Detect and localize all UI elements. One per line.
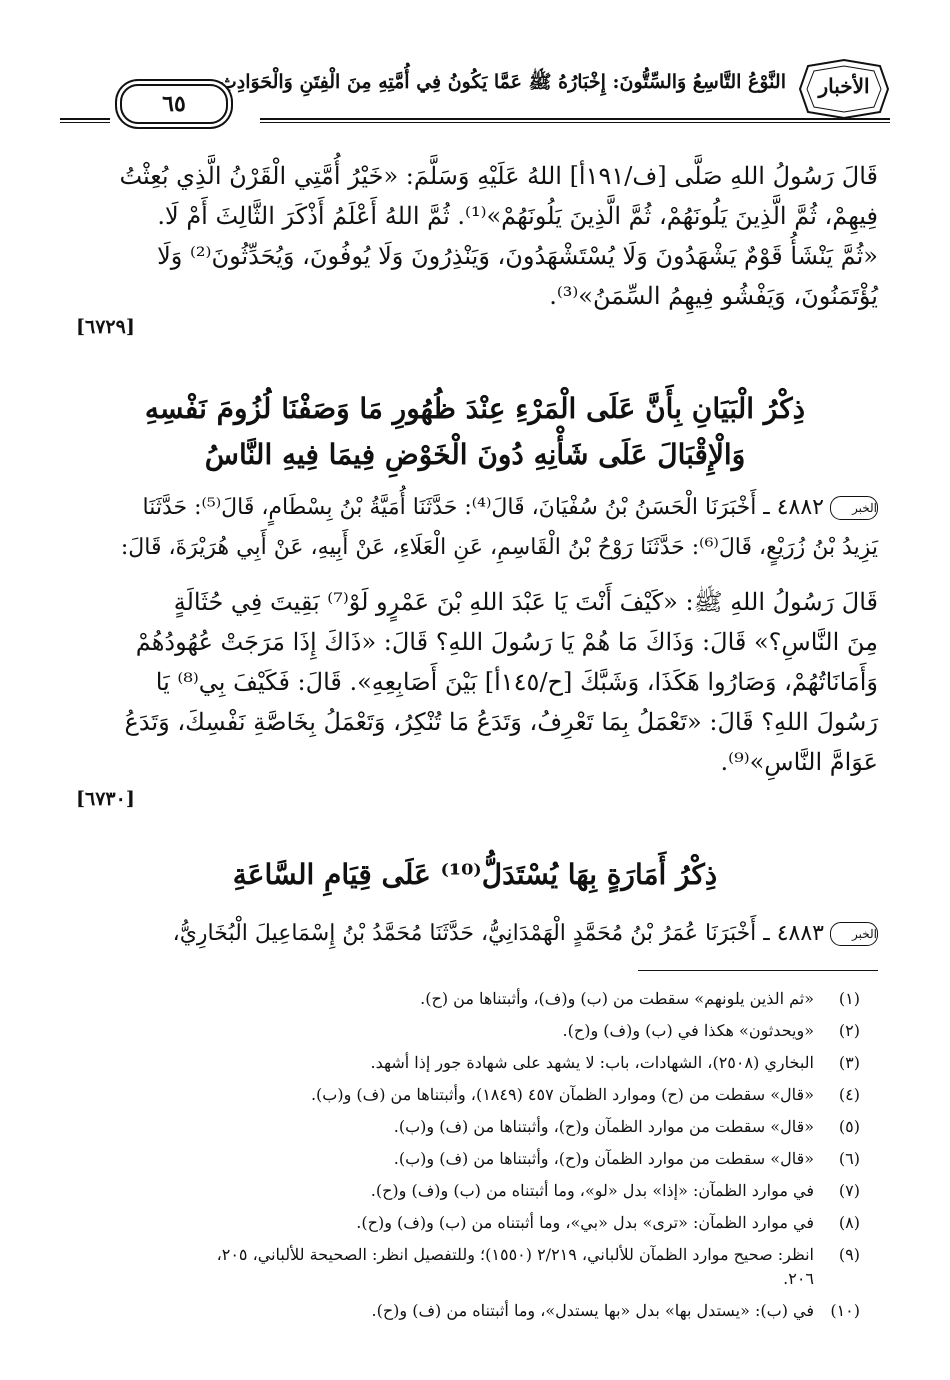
- text-line: «ثُمَّ يَنْشَأُ قَوْمٌ يَشْهَدُونَ وَلَا يُسْتَشْهَدُونَ، وَيَنْذِرُونَ وَلَا يُوفُونَ، وَيُحَدِّثُونَ⁽²⁾ وَلَا: [157, 242, 878, 270]
- text-line: قَالَ رَسُولُ اللهِ ﷺ: «كَيْفَ أَنْتَ يَا عَبْدَ اللهِ بْنَ عَمْرٍو لَوْ⁽⁷⁾ بَقِيتَ فِي حُثَالَةٍ: [173, 588, 878, 616]
- footnotes: [80, 988, 860, 1332]
- footnote-number: (٥): [838, 1117, 860, 1136]
- footnote-text: «ويحدثون» هكذا في (ب) و(ف) و(ح).: [562, 1021, 814, 1040]
- text-line: قَالَ رَسُولُ اللهِ صَلَّى [ف/١٩١أ] اللهُ عَلَيْهِ وَسَلَّمَ: «خَيْرُ أُمَّتِي الْقَرْنُ الَّذِي بُعِثْتُ: [119, 162, 878, 190]
- hadith-ref-number: [٦٧٢٩]: [76, 316, 135, 338]
- footnote-text: ٢٠٦.: [783, 1269, 814, 1288]
- footnote-number: (٤): [838, 1085, 860, 1104]
- heading-line: ذِكْرُ أَمَارَةٍ بِهَا يُسْتَدَلُّ⁽¹⁰⁾ عَلَى قِيَامِ السَّاعَةِ: [232, 858, 718, 891]
- footnote-text: «قال» سقطت من (ح) وموارد الظمآن ٤٥٧ (١٨٤٩)، وأثبتناها من (ف) و(ب).: [310, 1085, 814, 1104]
- hadith-ref-number: [٦٧٣٠]: [76, 788, 135, 810]
- footnote-text: «قال» سقطت من موارد الظمآن و(ح)، وأثبتناها من (ف) و(ب).: [393, 1117, 814, 1136]
- footnote-separator: [638, 970, 878, 971]
- chapter-ornament: [798, 58, 890, 120]
- footnote-number: (٣): [838, 1053, 860, 1072]
- chapter-ornament-word: الأخبار: [818, 74, 870, 98]
- footnote-text: في موارد الظمآن: «إذا» بدل «لو»، وما أثبتناه من (ب) و(ف) و(ح).: [370, 1181, 814, 1200]
- text-line: [72, 914, 878, 954]
- text-line: وَأَمَانَاتُهُمْ، وَصَارُوا هَكَذَا، وَشَبَّكَ [ح/١٤٥أ] بَيْنَ أَصَابِعِهِ». قَالَ: فَكَيْفَ بِي⁽⁸⁾ يَا: [155, 668, 878, 696]
- text-line: رَسُولَ اللهِ؟ قَالَ: «تَعْمَلُ بِمَا تَعْرِفُ، وَتَدَعُ مَا تُنْكِرُ، وَتَعْمَلُ بِخَاصَّةِ نَفْسِكَ، وَتَدَعُ: [124, 708, 878, 736]
- running-title: النَّوْعُ التَّاسِعُ وَالسِّتُّونَ: إِخْبَارُهُ ﷺ عَمَّا يَكُونُ فِي أُمَّتِهِ مِنَ الْفِتَنِ وَالْحَوَادِثِ: [218, 71, 786, 93]
- section-heading: [60, 852, 890, 898]
- footnote: [80, 1052, 860, 1074]
- footnote-number: (٦): [838, 1149, 860, 1168]
- footnote: [80, 1148, 860, 1170]
- text-line: يَزِيدُ بْنُ زُرَيْعٍ، قَالَ⁽⁶⁾: حَدَّثَنَا رَوْحُ بْنُ الْقَاسِمِ، عَنِ الْعَلَاءِ، عَنْ أَبِيهِ، عَنْ أَبِي هُرَيْرَةَ، قَالَ:: [120, 535, 878, 560]
- footnote-number: (٧): [838, 1181, 860, 1200]
- heading-line: وَالْإِقْبَالَ عَلَى شَأْنِهِ دُونَ الْخَوْضِ فِيمَا فِيهِ النَّاسُ: [204, 438, 746, 471]
- header-rule: [260, 118, 890, 123]
- hadith-4883-isnad: [72, 914, 878, 954]
- text-line: يُؤْتَمَنُونَ، وَيَفْشُو فِيهِمُ السِّمَنُ»⁽³⁾.: [549, 282, 878, 310]
- text-line: مِنَ النَّاسِ؟» قَالَ: وَذَاكَ مَا هُمْ يَا رَسُولَ اللهِ؟ قَالَ: «ذَاكَ إِذَا مَرَجَتْ عُهُودُهُمْ: [135, 628, 878, 656]
- footnote: [80, 1116, 860, 1138]
- footnote-text: في (ب): «يستدل بها» بدل «بها يستدل»، وما أثبتناه من (ف) و(ح).: [371, 1301, 814, 1320]
- footnote: [80, 1244, 860, 1266]
- footnote-text: «قال» سقطت من موارد الظمآن و(ح)، وأثبتناها من (ف) و(ب).: [393, 1149, 814, 1168]
- section-heading: [60, 386, 890, 478]
- isnad-line: ٤٨٨٢ ـ أَخْبَرَنَا الْحَسَنُ بْنُ سُفْيَانَ، قَالَ⁽⁴⁾: حَدَّثَنَا أُمَيَّةُ بْنُ بِسْطَامٍ، قَالَ⁽⁵⁾: حَدَّثَنَا: [142, 495, 824, 520]
- text-line: عَوَامَّ النَّاسِ»⁽⁹⁾.: [720, 748, 878, 776]
- footnote-number: (٢): [838, 1021, 860, 1040]
- paragraph-hadith-hutala: [72, 582, 878, 782]
- paragraph-hadith-khayr: [72, 156, 878, 316]
- isnad-line: ٤٨٨٣ ـ أَخْبَرَنَا عُمَرُ بْنُ مُحَمَّدٍ الْهَمْدَانِيُّ، حَدَّثَنَا مُحَمَّدُ بْنُ إِسْمَاعِيلَ الْبُخَارِيُّ،: [172, 921, 824, 946]
- page-number: ٦٥: [120, 84, 228, 124]
- text-line: [72, 488, 878, 528]
- footnote-text: انظر: صحيح موارد الظمآن للألباني، ٢/٢١٩ (١٥٥٠)؛ وللتفصيل انظر: الصحيحة للألباني، ٢٠٥،: [216, 1245, 814, 1264]
- footnote: [80, 1180, 860, 1202]
- page-header: [60, 58, 890, 128]
- header-rule-left: [60, 118, 110, 123]
- text-line: فِيهِمْ، ثُمَّ الَّذِينَ يَلُونَهُمْ، ثُمَّ الَّذِينَ يَلُونَهُمْ»⁽¹⁾. ثُمَّ اللهُ أَعْلَمُ أَذْكَرَ الثَّالِثَ أَمْ لَا.: [157, 202, 878, 230]
- hadith-4882-isnad: [72, 488, 878, 568]
- footnote: [80, 1300, 860, 1322]
- footnote: [80, 1084, 860, 1106]
- footnote: [80, 1212, 860, 1234]
- footnote: [80, 1020, 860, 1042]
- footnote: [80, 1268, 860, 1290]
- footnote-text: في موارد الظمآن: «ترى» بدل «بي»، وما أثبتناه من (ب) و(ف) و(ح).: [356, 1213, 814, 1232]
- footnote: [80, 988, 860, 1010]
- footnote-number: (٩): [838, 1245, 860, 1264]
- footnote-number: (١): [838, 989, 860, 1008]
- khabar-badge-icon: الخبر: [830, 496, 878, 520]
- footnote-number: (٨): [838, 1213, 860, 1232]
- footnote-text: «ثم الذين يلونهم» سقطت من (ب) و(ف)، وأثبتناها من (ح).: [420, 989, 814, 1008]
- khabar-badge-icon: الخبر: [830, 922, 878, 946]
- footnote-text: البخاري (٢٥٠٨)، الشهادات، باب: لا يشهد على شهادة جور إذا أشهد.: [370, 1053, 814, 1072]
- footnote-number: (١٠): [830, 1301, 860, 1320]
- heading-line: ذِكْرُ الْبَيَانِ بِأَنَّ عَلَى الْمَرْءِ عِنْدَ ظُهُورِ مَا وَصَفْنَا لُزُومَ نَفْسِهِ: [144, 392, 806, 425]
